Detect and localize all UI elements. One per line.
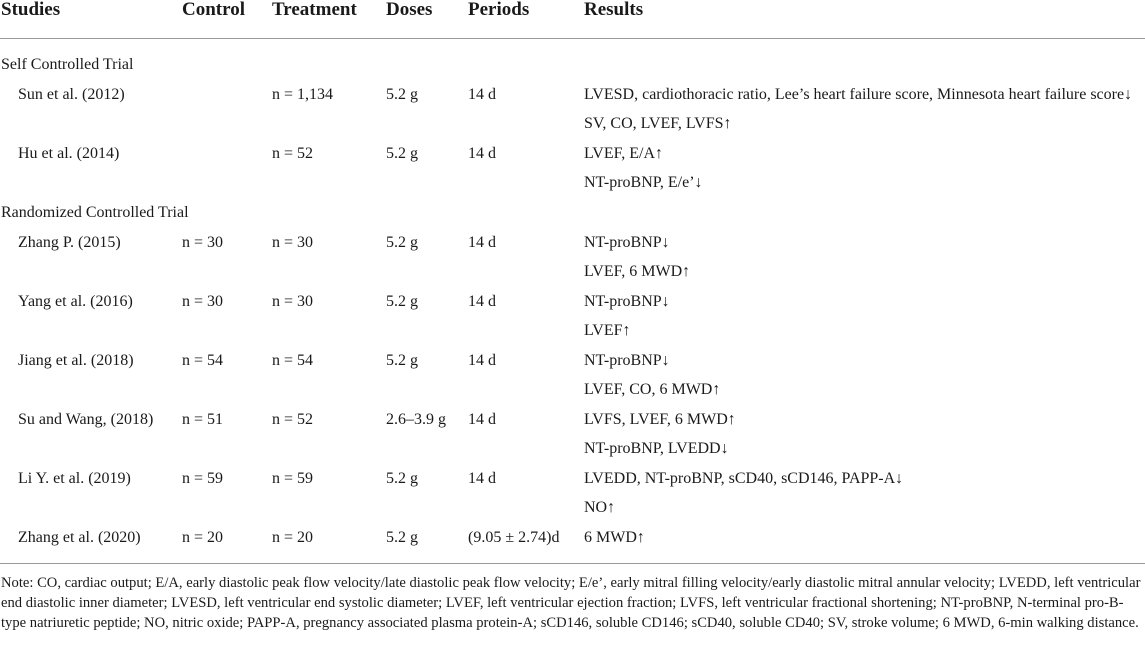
result-cell: SV, CO, LVEF, LVFS↑ (584, 115, 732, 132)
period-cell: (9.05 ± 2.74)d (468, 529, 560, 546)
study-cell: Hu et al. (2014) (18, 145, 120, 162)
table-row (0, 439, 1145, 467)
table-row (0, 262, 1145, 290)
result-cell: NT-proBNP↓ (584, 352, 670, 369)
dose-cell: 5.2 g (386, 234, 418, 251)
result-cell: LVEF, 6 MWD↑ (584, 263, 691, 280)
header-results: Results (584, 0, 644, 20)
table-row (0, 233, 1145, 261)
table-row (0, 469, 1145, 497)
result-cell: NO↑ (584, 499, 616, 516)
study-cell: Sun et al. (2012) (18, 86, 125, 103)
study-cell: Li Y. et al. (2019) (18, 470, 131, 487)
result-cell: NT-proBNP↓ (584, 293, 670, 310)
table-row (0, 351, 1145, 379)
table-bottom-rule (0, 563, 1145, 564)
study-cell: Su and Wang, (2018) (18, 411, 154, 428)
header-control: Control (182, 0, 245, 20)
table-row (0, 380, 1145, 408)
study-cell: Zhang P. (2015) (18, 234, 121, 251)
dose-cell: 5.2 g (386, 293, 418, 310)
treatment-cell: n = 54 (272, 352, 314, 369)
dose-cell: 5.2 g (386, 529, 418, 546)
control-cell: n = 20 (182, 529, 224, 546)
period-cell: 14 d (468, 411, 496, 428)
table-row (0, 528, 1145, 556)
table-row (0, 410, 1145, 438)
result-cell: LVEF↑ (584, 322, 631, 339)
section-label: Self Controlled Trial (1, 56, 134, 73)
period-cell: 14 d (468, 234, 496, 251)
treatment-cell: n = 20 (272, 529, 314, 546)
treatment-cell: n = 52 (272, 145, 314, 162)
dose-cell: 5.2 g (386, 352, 418, 369)
table-row (0, 173, 1145, 201)
period-cell: 14 d (468, 293, 496, 310)
control-cell: n = 30 (182, 293, 224, 310)
dose-cell: 2.6–3.9 g (386, 411, 446, 428)
period-cell: 14 d (468, 145, 496, 162)
treatment-cell: n = 59 (272, 470, 314, 487)
treatment-cell: n = 52 (272, 411, 314, 428)
treatment-cell: n = 1,134 (272, 86, 334, 103)
study-cell: Jiang et al. (2018) (18, 352, 134, 369)
header-doses: Doses (386, 0, 433, 20)
result-cell: NT-proBNP, E/e’↓ (584, 174, 703, 191)
result-cell: 6 MWD↑ (584, 529, 645, 546)
table-row (0, 498, 1145, 526)
header-studies: Studies (1, 0, 61, 20)
study-cell: Zhang et al. (2020) (18, 529, 141, 546)
period-cell: 14 d (468, 86, 496, 103)
table-footnote: Note: CO, cardiac output; E/A, early diastolic peak flow velocity/late diastolic peak flow velocity; E/e’, early mitral filling velocity/early diastolic mitral annular velocity; LVEDD, left ventricular end diastolic inner diameter; LVESD, left ventricular end systolic diameter; LVEF, left ventricular ejection fraction; LVFS, left ventricular fractional shortening; NT-proBNP, N-terminal pro-B-type natriuretic peptide; NO, nitric oxide; PAPP-A, pregnancy associated plasma protein-A; sCD146, soluble CD146; sCD40, soluble CD40; SV, stroke volume; 6 MWD, 6-min walking distance. (1, 575, 1141, 631)
study-cell: Yang et al. (2016) (18, 293, 133, 310)
period-cell: 14 d (468, 470, 496, 487)
control-cell: n = 30 (182, 234, 224, 251)
result-cell: LVEF, CO, 6 MWD↑ (584, 381, 721, 398)
result-cell: LVEDD, NT-proBNP, sCD40, sCD146, PAPP-A↓ (584, 470, 904, 487)
treatment-cell: n = 30 (272, 293, 314, 310)
control-cell: n = 59 (182, 470, 224, 487)
dose-cell: 5.2 g (386, 86, 418, 103)
table-row (0, 321, 1145, 349)
table-row (0, 85, 1145, 113)
section-label: Randomized Controlled Trial (1, 204, 189, 221)
header-treatment: Treatment (272, 0, 357, 20)
result-cell: NT-proBNP↓ (584, 234, 670, 251)
result-cell: LVEF, E/A↑ (584, 145, 664, 162)
dose-cell: 5.2 g (386, 470, 418, 487)
dose-cell: 5.2 g (386, 145, 418, 162)
period-cell: 14 d (468, 352, 496, 369)
result-cell: LVESD, cardiothoracic ratio, Lee’s heart failure score, Minnesota heart failure score↓ (584, 86, 1133, 103)
table-header (0, 0, 1145, 39)
control-cell: n = 54 (182, 352, 224, 369)
table-row (0, 292, 1145, 320)
control-cell: n = 51 (182, 411, 224, 428)
table-row (0, 144, 1145, 172)
result-cell: LVFS, LVEF, 6 MWD↑ (584, 411, 736, 428)
header-periods: Periods (468, 0, 530, 20)
treatment-cell: n = 30 (272, 234, 314, 251)
result-cell: NT-proBNP, LVEDD↓ (584, 440, 729, 457)
table-row (0, 114, 1145, 142)
